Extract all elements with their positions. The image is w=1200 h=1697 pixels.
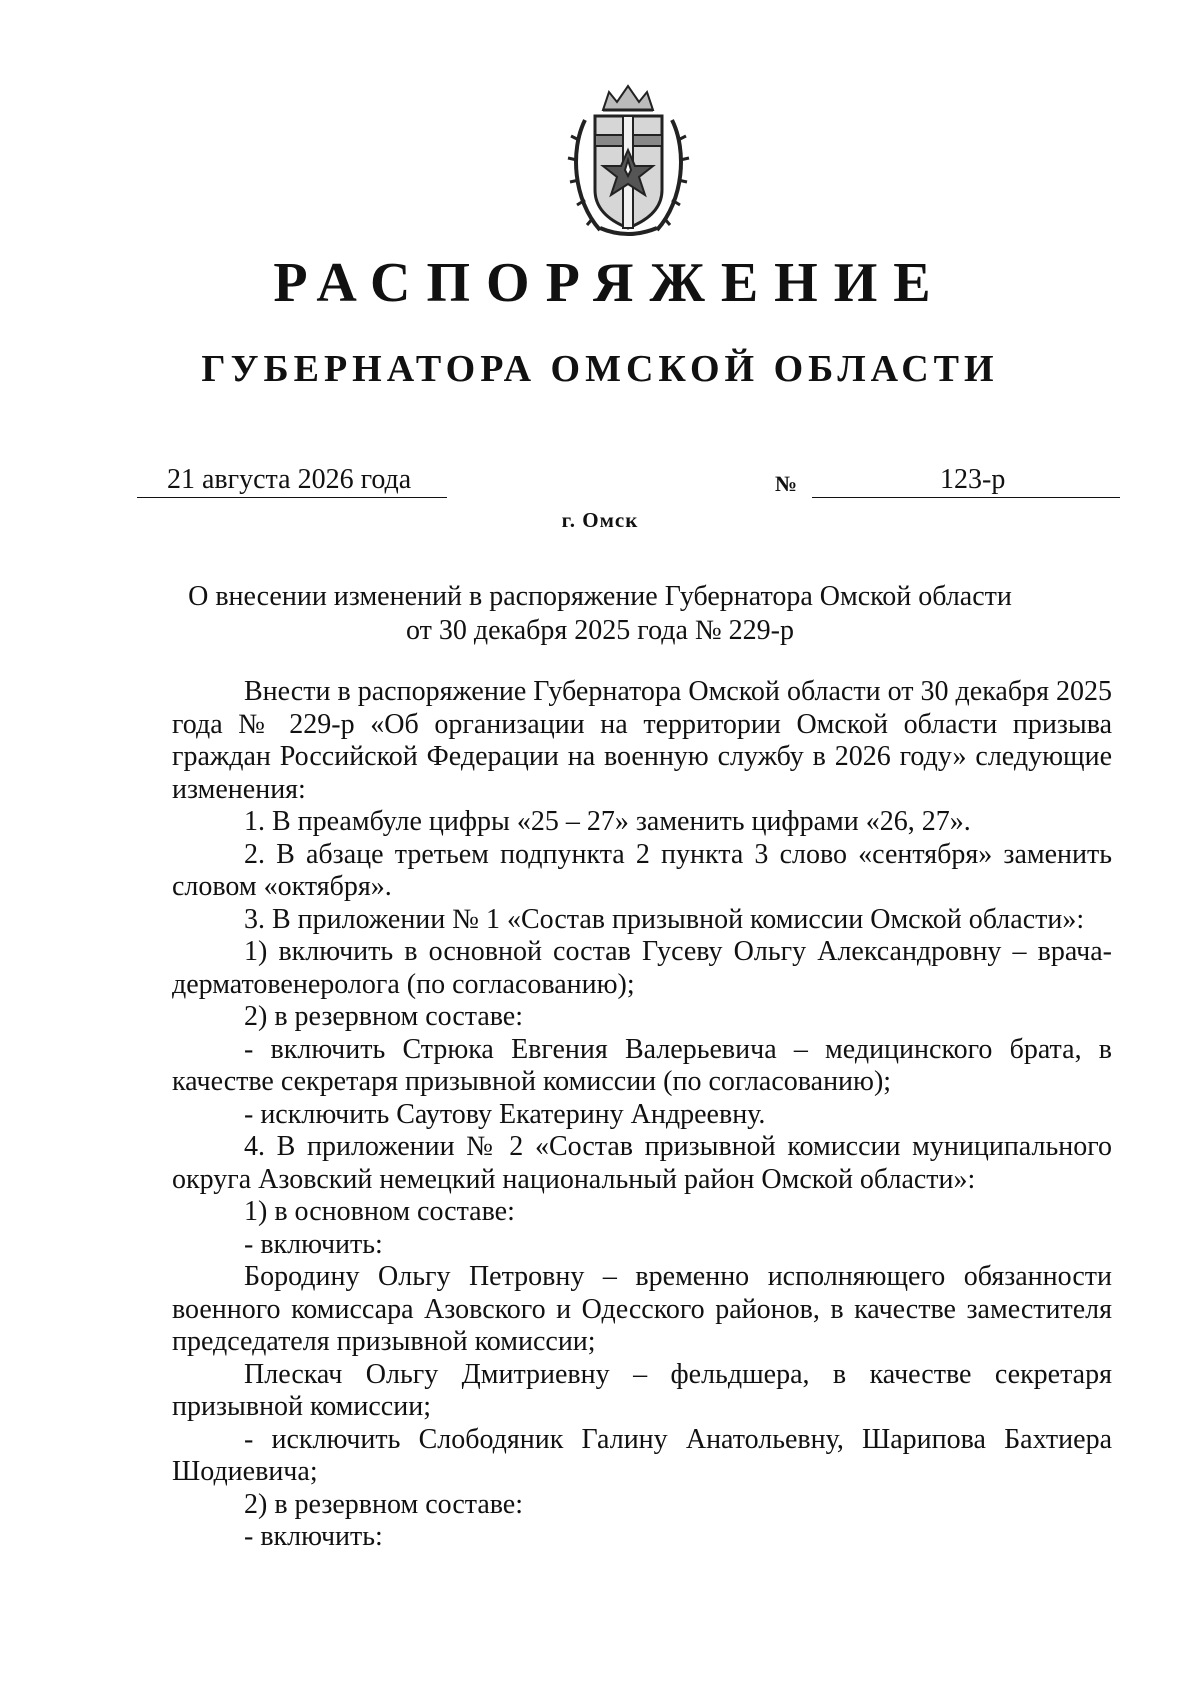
body-paragraph: 4. В приложении № 2 «Состав призывной комиссии муниципального округа Азовский немецкий национальный район Омской области»:	[172, 1131, 1112, 1195]
document-body	[172, 676, 1112, 1554]
body-paragraph: Внести в распоряжение Губернатора Омской области от 30 декабря 2025 года № 229-р «Об организации на территории Омской области призыва граждан Российской Федерации на военную службу в 2026 году» следующие изменения:	[172, 676, 1112, 805]
body-paragraph: - исключить Слободяник Галину Анатольевну, Шарипова Бахтиера Шодиевича;	[172, 1423, 1112, 1487]
body-paragraph: - включить:	[244, 1228, 383, 1260]
body-paragraph: Плескач Ольгу Дмитриевну – фельдшера, в качестве секретаря призывной комиссии;	[172, 1358, 1112, 1422]
body-paragraph: 3. В приложении № 1 «Состав призывной комиссии Омской области»:	[244, 903, 1085, 935]
subject-line-1: О внесении изменений в распоряжение Губернатора Омской области	[188, 581, 1012, 612]
document-subject	[0, 580, 1200, 648]
body-paragraph: 1) включить в основной состав Гусеву Ольгу Александровну – врача-дерматовенеролога (по согласованию);	[172, 936, 1112, 1000]
body-paragraph: 2) в резервном составе:	[244, 1488, 524, 1520]
document-date: 21 августа 2026 года	[137, 463, 447, 498]
document-subtitle: ГУБЕРНАТОРА ОМСКОЙ ОБЛАСТИ	[201, 348, 999, 390]
document-title: РАСПОРЯЖЕНИЕ	[273, 252, 947, 314]
coat-of-arms-icon	[565, 80, 692, 240]
body-paragraph: 2) в резервном составе:	[244, 1001, 524, 1032]
number-label: №	[775, 471, 798, 496]
body-paragraph: 1) в основном составе:	[244, 1196, 515, 1227]
body-paragraph: 1. В преамбуле цифры «25 – 27» заменить цифрами «26, 27».	[244, 806, 971, 837]
document-city: г. Омск	[561, 508, 639, 532]
subject-line-2: от 30 декабря 2025 года № 229-р	[406, 615, 794, 646]
body-paragraph: Бородину Ольгу Петровну – временно исполняющего обязанности военного комиссара Азовского и Одесского районов, в качестве заместителя председателя призывной комиссии;	[172, 1261, 1112, 1357]
body-paragraph: - включить Стрюка Евгения Валерьевича – медицинского брата, в качестве секретаря призывной комиссии (по согласованию);	[172, 1033, 1112, 1097]
body-paragraph: - исключить Саутову Екатерину Андреевну.	[244, 1098, 766, 1130]
body-paragraph: - включить:	[244, 1521, 383, 1552]
body-paragraph: 2. В абзаце третьем подпункта 2 пункта 3 слово «сентября» заменить словом «октября».	[172, 838, 1112, 902]
document-number: 123-р	[812, 463, 1120, 498]
